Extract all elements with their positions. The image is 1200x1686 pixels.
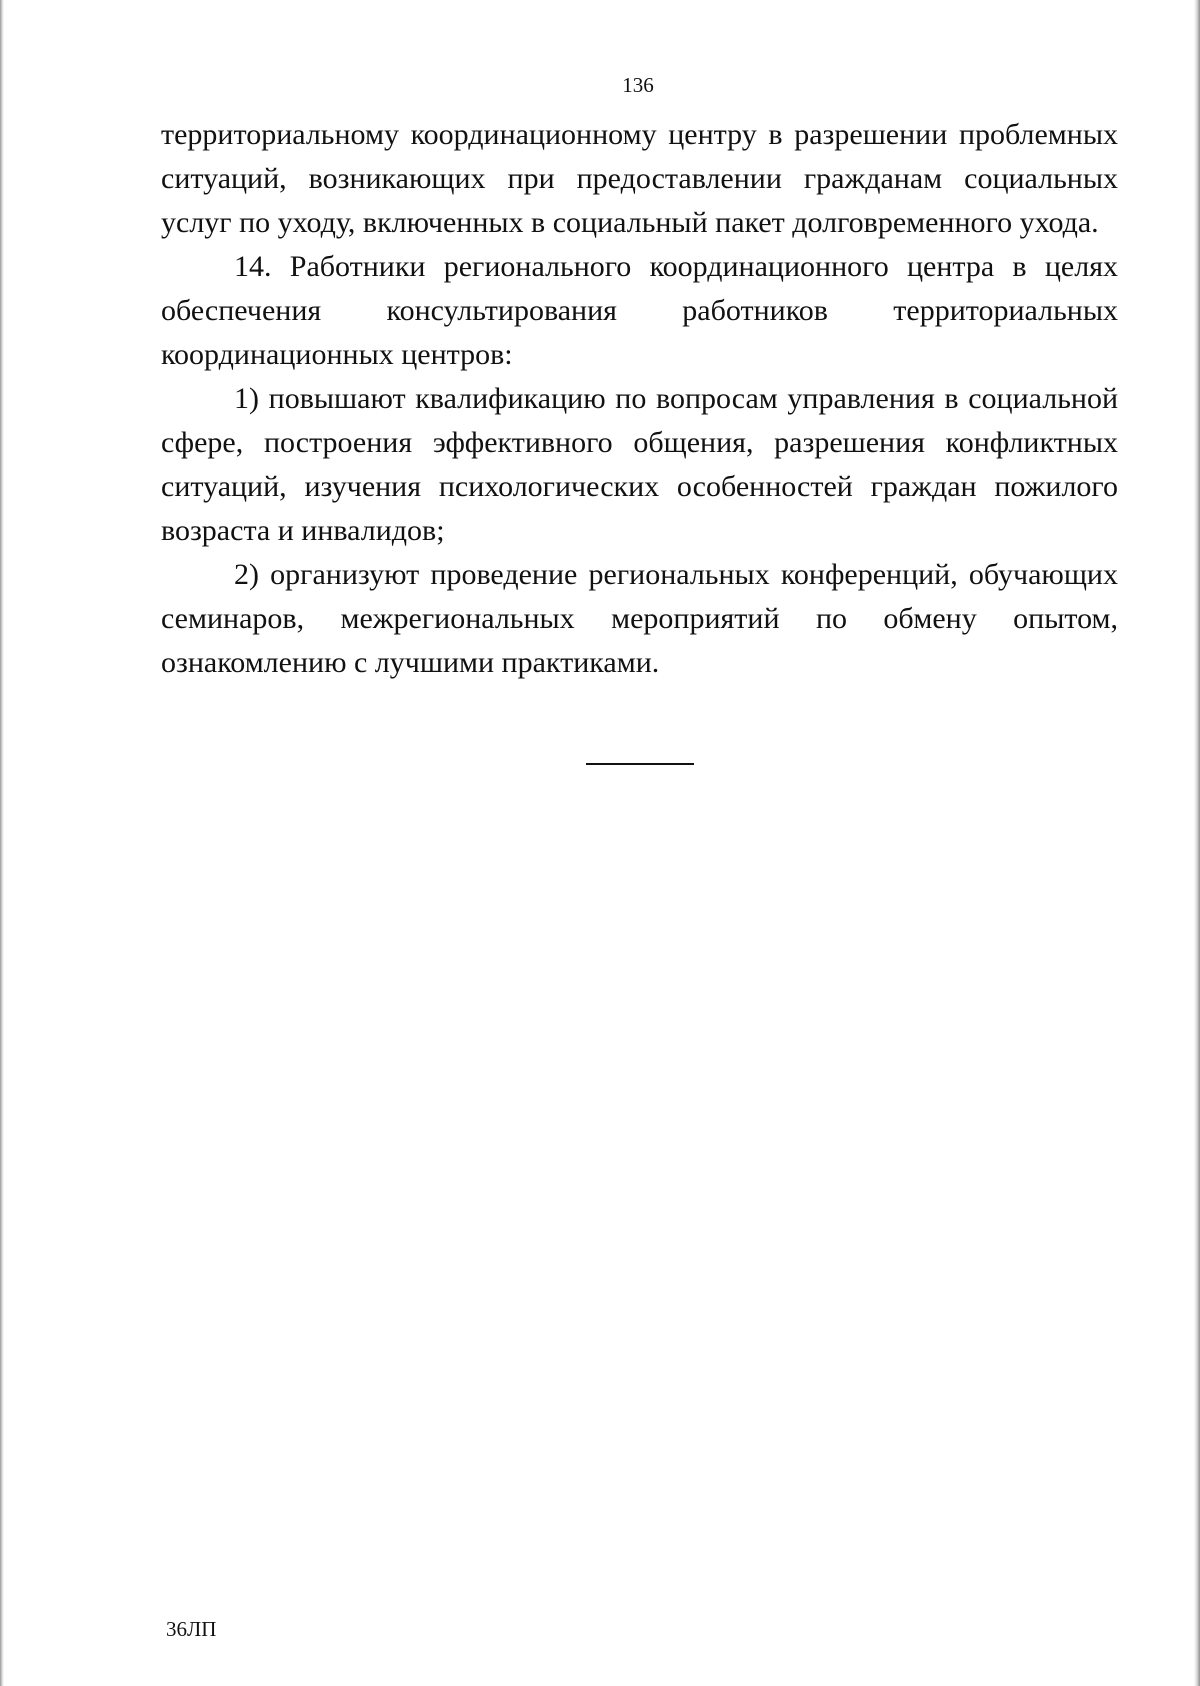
end-separator-line <box>586 763 694 765</box>
paragraph-continuation: территориальному координационному центру в разрешении проблемных ситуаций, возникающих при предоставлении гражданам социальных услуг по уходу, включенных в социальный пакет долговременного ухода. <box>161 118 1118 239</box>
scan-edge-right <box>1194 0 1200 1686</box>
paragraph-item-14: 14. Работники регионального координационного центра в целях обеспечения консультирования работников территориальных координационных центров: <box>161 250 1118 371</box>
scan-edge-left <box>0 0 4 1686</box>
page-number: 136 <box>622 73 654 97</box>
paragraph-subitem-1: 1) повышают квалификацию по вопросам управления в социальной сфере, построения эффективного общения, разрешения конфликтных ситуаций, изучения психологических особенностей граждан пожилого возраста и инвалидов; <box>161 382 1118 547</box>
footer-document-code: 36ЛП <box>166 1617 217 1641</box>
paragraph-subitem-2: 2) организуют проведение региональных конференций, обучающих семинаров, межрегиональных мероприятий по обмену опытом, ознакомлению с лучшими практиками. <box>161 558 1118 679</box>
document-body <box>161 113 1118 685</box>
